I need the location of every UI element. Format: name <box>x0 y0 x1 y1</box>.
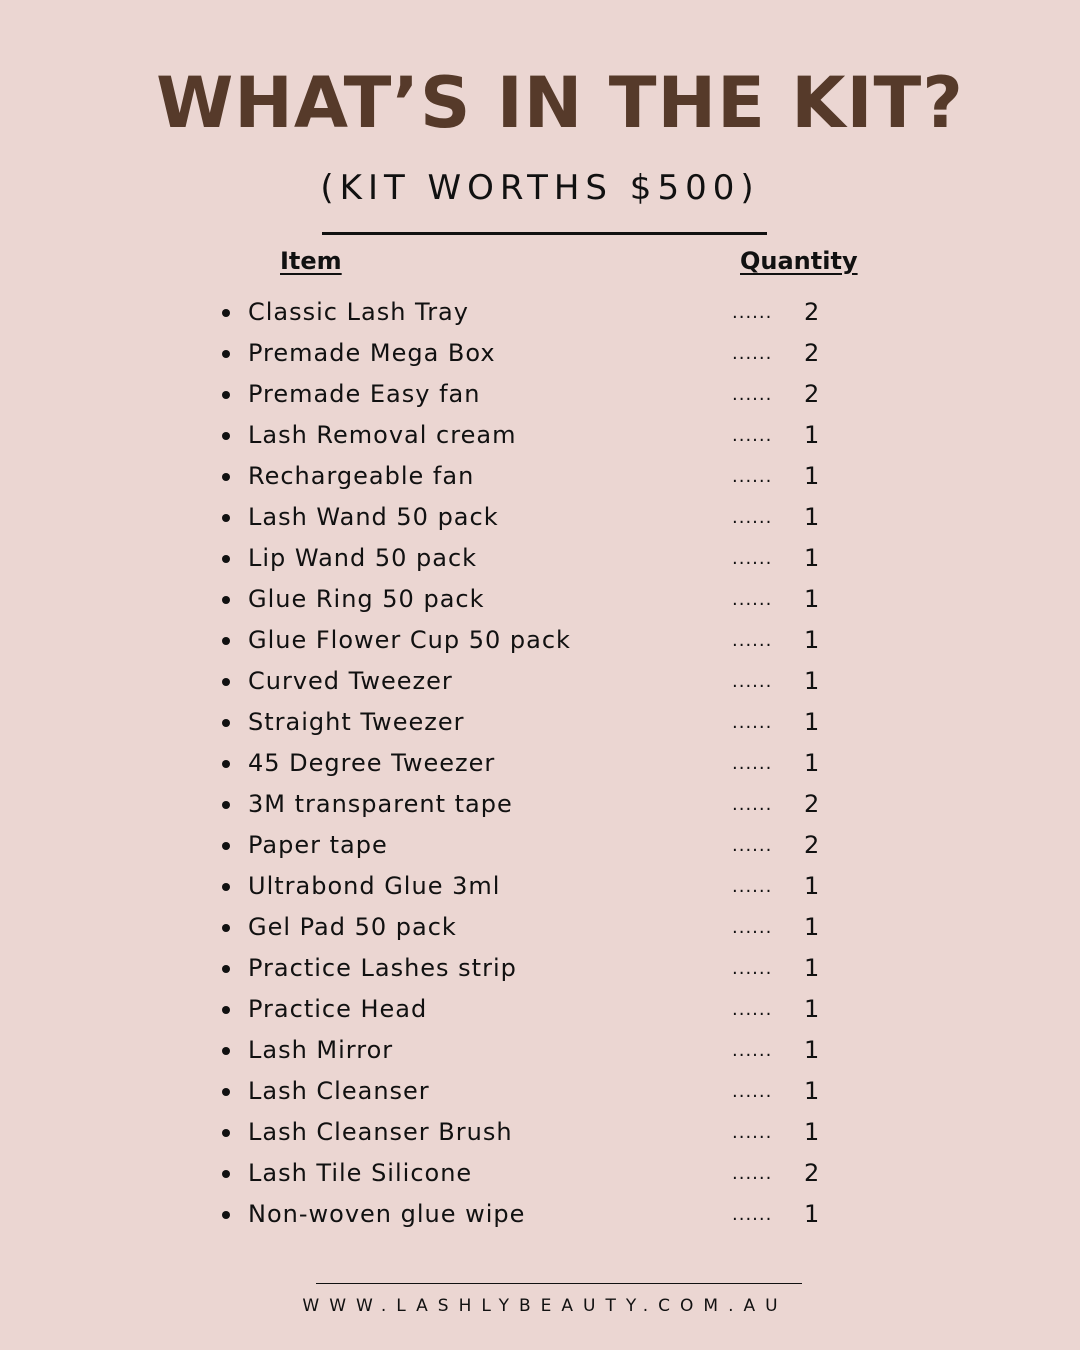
dot-leader: ...... <box>732 1204 773 1225</box>
dot-leader: ...... <box>732 630 773 651</box>
item-quantity: 2 <box>804 298 821 326</box>
item-name: Premade Mega Box <box>248 339 496 367</box>
dot-leader: ...... <box>732 876 773 897</box>
bullet-icon <box>222 965 230 973</box>
item-name: Straight Tweezer <box>248 708 465 736</box>
list-item <box>222 620 842 661</box>
bullet-icon <box>222 514 230 522</box>
item-name: Glue Ring 50 pack <box>248 585 485 613</box>
item-quantity: 2 <box>804 1159 821 1187</box>
item-name: Paper tape <box>248 831 388 859</box>
website-footer: WWW.LASHLYBEAUTY.COM.AU <box>302 1296 788 1316</box>
list-item <box>222 784 842 825</box>
item-quantity: 1 <box>804 954 821 982</box>
list-item <box>222 907 842 948</box>
bullet-icon <box>222 350 230 358</box>
item-name: Practice Lashes strip <box>248 954 517 982</box>
bullet-icon <box>222 1129 230 1137</box>
item-name: Lip Wand 50 pack <box>248 544 478 572</box>
quantity-column-header: Quantity <box>740 247 858 275</box>
bullet-icon <box>222 1211 230 1219</box>
item-name: Lash Cleanser Brush <box>248 1118 513 1146</box>
item-quantity: 1 <box>804 1077 821 1105</box>
dot-leader: ...... <box>732 1040 773 1061</box>
bullet-icon <box>222 432 230 440</box>
dot-leader: ...... <box>732 1122 773 1143</box>
item-name: Non-woven glue wipe <box>248 1200 526 1228</box>
item-name: Lash Removal cream <box>248 421 517 449</box>
dot-leader: ...... <box>732 753 773 774</box>
list-item <box>222 333 842 374</box>
list-item <box>222 292 842 333</box>
dot-leader: ...... <box>732 425 773 446</box>
bullet-icon <box>222 760 230 768</box>
item-name: Premade Easy fan <box>248 380 481 408</box>
dot-leader: ...... <box>732 548 773 569</box>
dot-leader: ...... <box>732 384 773 405</box>
bullet-icon <box>222 719 230 727</box>
kit-value-subtitle: (KIT WORTHS $500) <box>320 168 760 208</box>
list-item <box>222 415 842 456</box>
item-name: Practice Head <box>248 995 428 1023</box>
item-name: Curved Tweezer <box>248 667 453 695</box>
item-quantity: 1 <box>804 995 821 1023</box>
item-name: Lash Wand 50 pack <box>248 503 499 531</box>
item-quantity: 1 <box>804 872 821 900</box>
list-item <box>222 948 842 989</box>
list-item <box>222 1030 842 1071</box>
item-quantity: 1 <box>804 1036 821 1064</box>
dot-leader: ...... <box>732 671 773 692</box>
item-column-header: Item <box>280 247 342 275</box>
bullet-icon <box>222 596 230 604</box>
list-item <box>222 497 842 538</box>
item-quantity: 1 <box>804 626 821 654</box>
item-quantity: 2 <box>804 831 821 859</box>
list-item <box>222 1112 842 1153</box>
dot-leader: ...... <box>732 917 773 938</box>
list-item <box>222 1071 842 1112</box>
item-name: Rechargeable fan <box>248 462 475 490</box>
list-item <box>222 989 842 1030</box>
bullet-icon <box>222 555 230 563</box>
list-item <box>222 866 842 907</box>
list-item <box>222 1153 842 1194</box>
item-name: 45 Degree Tweezer <box>248 749 496 777</box>
kit-item-list <box>222 292 842 1235</box>
item-name: 3M transparent tape <box>248 790 513 818</box>
item-quantity: 1 <box>804 708 821 736</box>
item-name: Classic Lash Tray <box>248 298 469 326</box>
list-item <box>222 456 842 497</box>
item-quantity: 1 <box>804 1118 821 1146</box>
list-item <box>222 374 842 415</box>
list-item <box>222 579 842 620</box>
list-item <box>222 743 842 784</box>
bullet-icon <box>222 309 230 317</box>
bullet-icon <box>222 391 230 399</box>
bullet-icon <box>222 1088 230 1096</box>
bullet-icon <box>222 473 230 481</box>
item-quantity: 1 <box>804 421 821 449</box>
dot-leader: ...... <box>732 589 773 610</box>
item-quantity: 1 <box>804 667 821 695</box>
list-item <box>222 1194 842 1235</box>
item-name: Lash Tile Silicone <box>248 1159 473 1187</box>
item-quantity: 2 <box>804 790 821 818</box>
bullet-icon <box>222 1170 230 1178</box>
dot-leader: ...... <box>732 712 773 733</box>
item-name: Ultrabond Glue 3ml <box>248 872 501 900</box>
page-title: WHAT’S IN THE KIT? <box>156 62 964 144</box>
list-item <box>222 538 842 579</box>
dot-leader: ...... <box>732 507 773 528</box>
dot-leader: ...... <box>732 466 773 487</box>
item-name: Lash Cleanser <box>248 1077 430 1105</box>
dot-leader: ...... <box>732 835 773 856</box>
list-item <box>222 661 842 702</box>
dot-leader: ...... <box>732 958 773 979</box>
item-quantity: 2 <box>804 380 821 408</box>
item-quantity: 1 <box>804 462 821 490</box>
bullet-icon <box>222 637 230 645</box>
dot-leader: ...... <box>732 1081 773 1102</box>
item-quantity: 1 <box>804 749 821 777</box>
bullet-icon <box>222 1047 230 1055</box>
item-quantity: 2 <box>804 339 821 367</box>
bullet-icon <box>222 1006 230 1014</box>
item-quantity: 1 <box>804 913 821 941</box>
dot-leader: ...... <box>732 343 773 364</box>
item-name: Lash Mirror <box>248 1036 394 1064</box>
dot-leader: ...... <box>732 302 773 323</box>
item-name: Glue Flower Cup 50 pack <box>248 626 571 654</box>
item-name: Gel Pad 50 pack <box>248 913 457 941</box>
bottom-divider <box>316 1283 802 1284</box>
top-divider <box>322 232 767 235</box>
dot-leader: ...... <box>732 1163 773 1184</box>
dot-leader: ...... <box>732 794 773 815</box>
bullet-icon <box>222 883 230 891</box>
bullet-icon <box>222 801 230 809</box>
bullet-icon <box>222 842 230 850</box>
bullet-icon <box>222 924 230 932</box>
item-quantity: 1 <box>804 1200 821 1228</box>
bullet-icon <box>222 678 230 686</box>
list-item <box>222 702 842 743</box>
item-quantity: 1 <box>804 503 821 531</box>
list-item <box>222 825 842 866</box>
item-quantity: 1 <box>804 544 821 572</box>
item-quantity: 1 <box>804 585 821 613</box>
dot-leader: ...... <box>732 999 773 1020</box>
